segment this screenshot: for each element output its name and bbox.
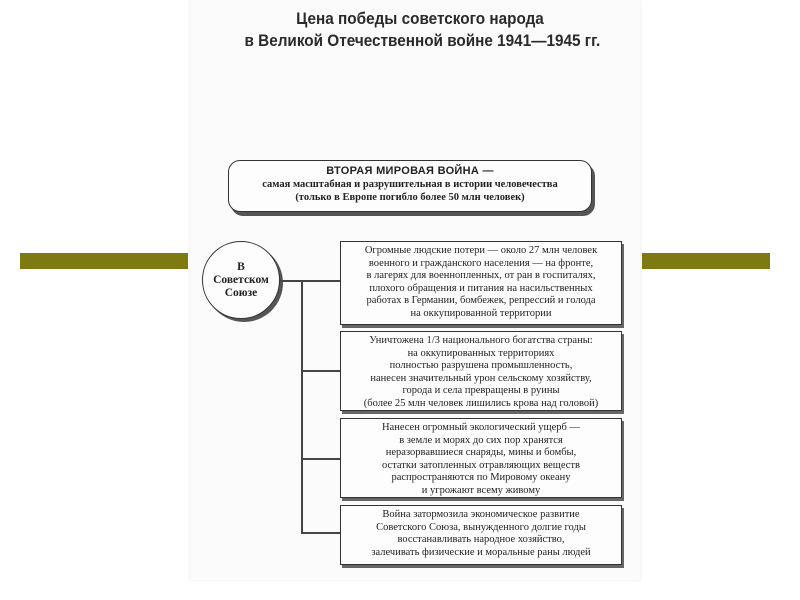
- ussr-node-line-3: Союзе: [224, 286, 258, 299]
- box-line: полностью разрушена промышленность,: [389, 360, 573, 371]
- box-line: плохого обращения и питания на насильственных: [369, 282, 593, 294]
- box-line: нанесен значительный урон сельскому хозяйству,: [370, 372, 592, 384]
- box-line: Огромные людские потери — около 27 млн человек: [364, 245, 598, 256]
- box-line: работах в Германии, бомбежек, репрессий и голода: [366, 295, 596, 306]
- box-line: и угрожают всему живому: [421, 484, 541, 496]
- banner-line-2: самая масштабная и разрушительная в истории человечества: [262, 179, 558, 190]
- box-line: военного и гражданского населения — на фронте,: [368, 257, 594, 269]
- ww2-banner: [228, 160, 592, 212]
- connector-box-4: [301, 532, 341, 534]
- title-line-1: Цена победы советского народа: [296, 9, 544, 28]
- box-line: восстанавливать народное хозяйство,: [397, 534, 565, 545]
- connector-trunk: [301, 280, 303, 532]
- consequence-box-wealth-destroyed: [340, 331, 622, 411]
- box-line: остатки затопленных отравляющих веществ: [382, 459, 580, 471]
- consequence-box-economic-slowdown: [340, 505, 622, 565]
- box-line: на оккупированных территориях: [407, 347, 555, 359]
- ussr-node: [202, 241, 280, 319]
- box-line: в лагерях для военнопленных, от ран в госпиталях,: [366, 270, 596, 281]
- connector-box-2: [301, 370, 341, 372]
- consequence-box-human-losses: [340, 241, 622, 325]
- box-line: распространяются по Мировому океану: [391, 472, 571, 483]
- page-title: [244, 8, 601, 52]
- box-line: неразорвавшиеся снаряды, мины и бомбы,: [385, 447, 577, 458]
- box-line: (более 25 млн человек лишились крова над головой): [363, 397, 599, 409]
- decorative-bar-left: [20, 253, 188, 269]
- connector-box-1: [301, 280, 341, 282]
- banner-line-3: (только в Европе погибло более 50 млн человек): [295, 192, 525, 203]
- box-line: на оккупированной территории: [410, 307, 552, 319]
- box-line: Нанесен огромный экологический ущерб —: [381, 422, 581, 433]
- box-line: Уничтожена 1/3 национального богатства страны:: [369, 335, 593, 346]
- title-line-2: в Великой Отечественной войне 1941—1945 гг.: [244, 31, 601, 50]
- connector-circle: [280, 280, 302, 282]
- connector-box-3: [301, 458, 341, 460]
- box-line: в земле и морях до сих пор хранятся: [399, 434, 563, 446]
- consequence-box-ecological-damage: [340, 418, 622, 498]
- ussr-node-line-2: Советском: [213, 273, 269, 286]
- decorative-bar-right: [642, 253, 770, 269]
- ussr-node-line-1: В: [237, 260, 245, 273]
- box-line: Война затормозила экономическое развитие: [382, 509, 580, 520]
- banner-line-1: ВТОРАЯ МИРОВАЯ ВОЙНА —: [326, 165, 494, 177]
- box-line: Советского Союза, вынужденного долгие годы: [376, 521, 586, 533]
- box-line: залечивать физические и моральные раны людей: [371, 546, 591, 558]
- box-line: города и села превращены в руины: [402, 385, 560, 396]
